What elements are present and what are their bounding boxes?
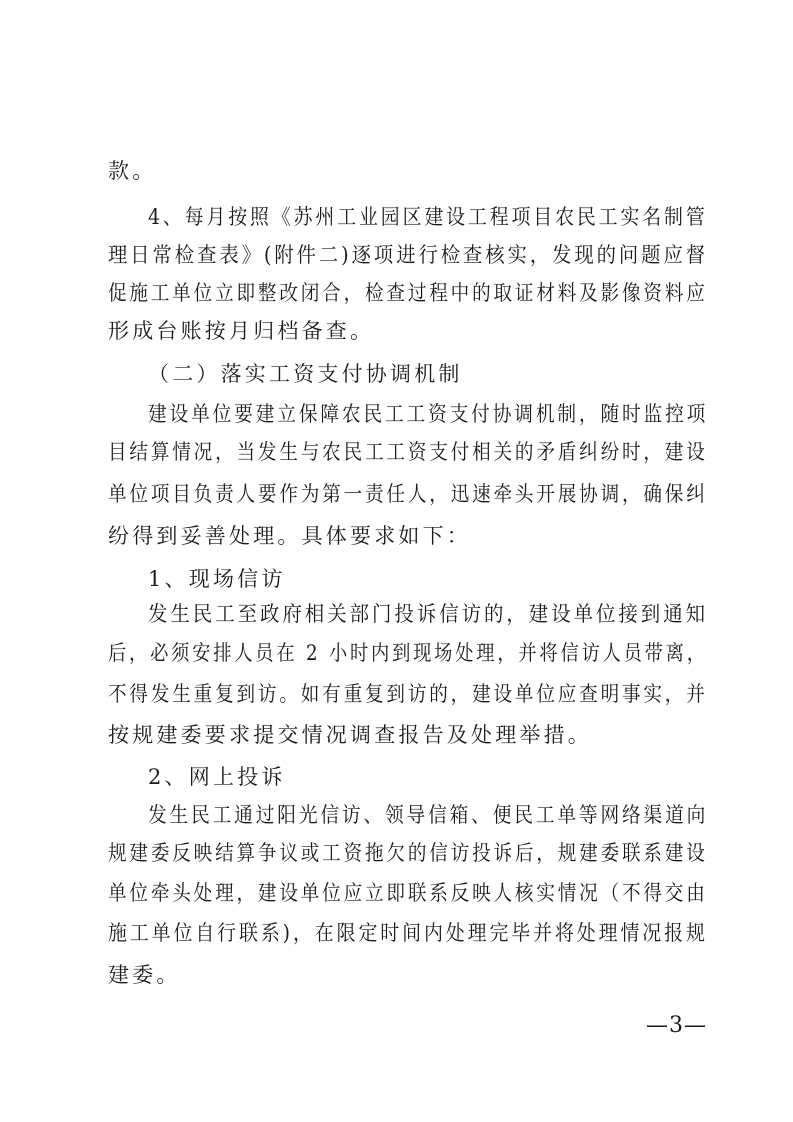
text-line: 单位项目负责人要作为第一责任人，迅速牵头开展协调，确保纠 <box>108 482 708 506</box>
text-line: 4、每月按照《苏州工业园区建设工程项目农民工实名制管 <box>148 205 708 229</box>
subheading: 1、现场信访 <box>148 567 286 591</box>
subheading: 2、网上投诉 <box>148 765 286 789</box>
text-line: 建委。 <box>108 963 181 987</box>
text-line: 目结算情况，当发生与农民工工资支付相关的矛盾纠纷时，建设 <box>108 440 708 464</box>
text-line: 后，必须安排人员在 2 小时内到现场处理，并将信访人员带离， <box>108 641 708 665</box>
text-line: 理日常检查表》(附件二)逐项进行检查核实，发现的问题应督 <box>108 243 708 267</box>
text-line: 建设单位要建立保障农民工工资支付协调机制，随时监控项 <box>148 402 709 426</box>
text-line: 规建委反映结算争议或工资拖欠的信访投诉后，规建委联系建设 <box>108 841 708 865</box>
text-line: 单位牵头处理，建设单位应立即联系反映人核实情况（不得交由 <box>108 881 708 905</box>
text-line: 施工单位自行联系)，在限定时间内处理完毕并将处理情况报规 <box>108 921 708 945</box>
text-line: 发生民工通过阳光信访、领导信箱、便民工单等网络渠道向 <box>148 803 709 827</box>
text-line: 不得发生重复到访。如有重复到访的，建设单位应查明事实，并 <box>108 682 708 706</box>
section-heading: （二）落实工资支付协调机制 <box>148 362 463 386</box>
text-line: 形成台账按月归档备查。 <box>108 319 375 343</box>
text-line: 发生民工至政府相关部门投诉信访的，建设单位接到通知 <box>148 602 708 626</box>
text-line: 纷得到妥善处理。具体要求如下： <box>108 524 471 548</box>
text-line: 按规建委要求提交情况调查报告及处理举措。 <box>108 723 592 747</box>
page-number: —3— <box>646 1013 707 1038</box>
text-line: 促施工单位立即整改闭合，检查过程中的取证材料及影像资料应 <box>108 281 708 305</box>
text-line: 款。 <box>108 159 157 183</box>
